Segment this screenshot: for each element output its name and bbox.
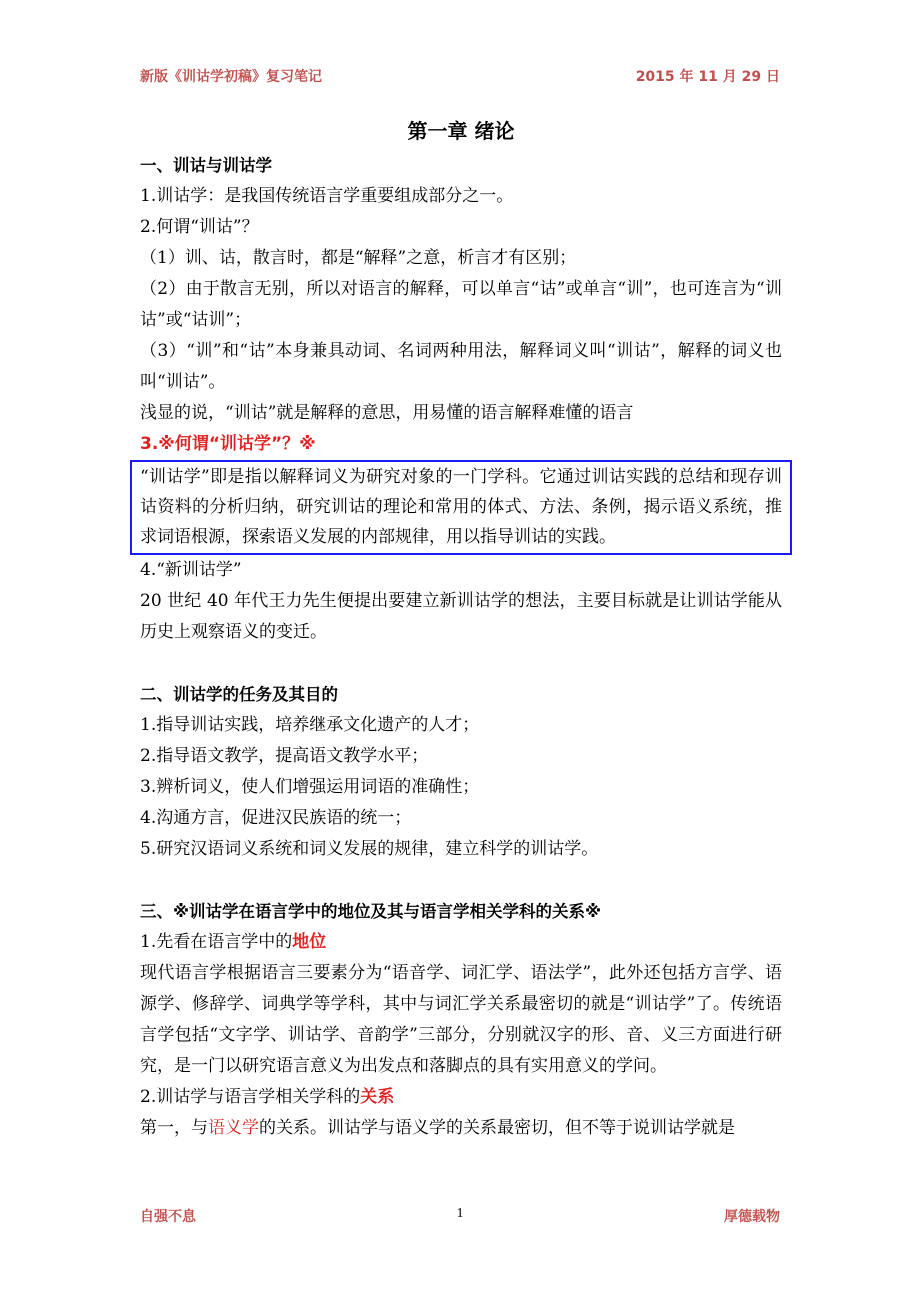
paragraph: 2.何谓“训诂”？ bbox=[140, 217, 259, 237]
text: 的关系。训诂学与语义学的关系最密切，但不等于说训诂学就是 bbox=[259, 1118, 735, 1138]
spacer bbox=[140, 648, 782, 679]
section2-heading: 二、训诂学的任务及其目的 bbox=[140, 685, 338, 704]
spacer bbox=[140, 865, 782, 896]
highlight-text: 关系 bbox=[360, 1087, 395, 1107]
paragraph: 4.“新训诂学” bbox=[140, 560, 242, 580]
paragraph bbox=[140, 1113, 782, 1144]
list-item: 1.指导训诂实践，培养继承文化遗产的人才； bbox=[140, 715, 480, 735]
section3-heading-main: ※训诂学在语言学中的地位及其与语言学相关学科的关系※ bbox=[173, 902, 602, 921]
footer-left: 自强不息 bbox=[140, 1209, 196, 1225]
chapter-title: 第一章 绪论 bbox=[407, 119, 515, 143]
list-item: 5.研究汉语词义系统和词义发展的规律，建立科学的训诂学。 bbox=[140, 839, 599, 859]
text: 1.先看在语言学中的 bbox=[140, 932, 293, 952]
paragraph: 1.训诂学：是我国传统语言学重要组成部分之一。 bbox=[140, 186, 514, 206]
definition-text: “训诂学”即是指以解释词义为研究对象的一门学科。它通过训诂实践的总结和现存训诂资料的分析归纳，研究训诂的理论和常用的体式、方法、条例，揭示语义系统，推求词语根源，探索语义发展的内部规律，用以指导训诂的实践。 bbox=[140, 467, 782, 547]
header-left: 新版《训诂学初稿》复习笔记 bbox=[140, 69, 322, 85]
section3-heading bbox=[140, 896, 782, 927]
paragraph: （1）训、诂，散言时，都是“解释”之意，析言才有区别； bbox=[140, 248, 577, 268]
document-body bbox=[140, 112, 782, 1144]
definition-box bbox=[130, 460, 792, 555]
list-item: 4.沟通方言，促进汉民族语的统一； bbox=[140, 808, 412, 828]
question-heading: 3.※何谓“训诂学”？※ bbox=[140, 434, 316, 454]
footer-right: 厚德载物 bbox=[724, 1209, 780, 1225]
paragraph: （3）“训”和“诂”本身兼具动词、名词两种用法，解释词义叫“训诂”，解释的词义也叫“训诂”。 bbox=[140, 341, 782, 392]
list-item: 2.指导语文教学，提高语文教学水平； bbox=[140, 746, 429, 766]
header-date: 2015 年 11 月 29 日 bbox=[635, 69, 780, 85]
paragraph: 20 世纪 40 年代王力先生便提出要建立新训诂学的想法，主要目标就是让训诂学能从历史上观察语义的变迁。 bbox=[140, 591, 782, 642]
section1-heading: 一、训诂与训诂学 bbox=[140, 156, 272, 175]
highlight-text: 语义学 bbox=[208, 1118, 259, 1138]
paragraph bbox=[140, 927, 782, 958]
paragraph: （2）由于散言无别，所以对语言的解释，可以单言“诂”或单言“训”，也可连言为“训诂”或“诂训”； bbox=[140, 279, 782, 330]
paragraph: 现代语言学根据语言三要素分为“语音学、词汇学、语法学”，此外还包括方言学、语源学、修辞学、词典学等学科，其中与词汇学关系最密切的就是“训诂学”了。传统语言学包括“文字学、训诂学、音韵学”三部分，分别就汉字的形、音、义三方面进行研究，是一门以研究语言意义为出发点和落脚点的具有实用意义的学问。 bbox=[140, 963, 782, 1076]
paragraph bbox=[140, 1082, 782, 1113]
text: 第一，与 bbox=[140, 1118, 208, 1138]
section3-heading-prefix: 三、 bbox=[140, 902, 173, 921]
list-item: 3.辨析词义，使人们增强运用词语的准确性； bbox=[140, 777, 480, 797]
page-number: 1 bbox=[456, 1206, 464, 1221]
text: 2.训诂学与语言学相关学科的 bbox=[140, 1087, 361, 1107]
paragraph: 浅显的说，“训诂”就是解释的意思，用易懂的语言解释难懂的语言 bbox=[140, 403, 634, 423]
highlight-text: 地位 bbox=[292, 932, 327, 952]
